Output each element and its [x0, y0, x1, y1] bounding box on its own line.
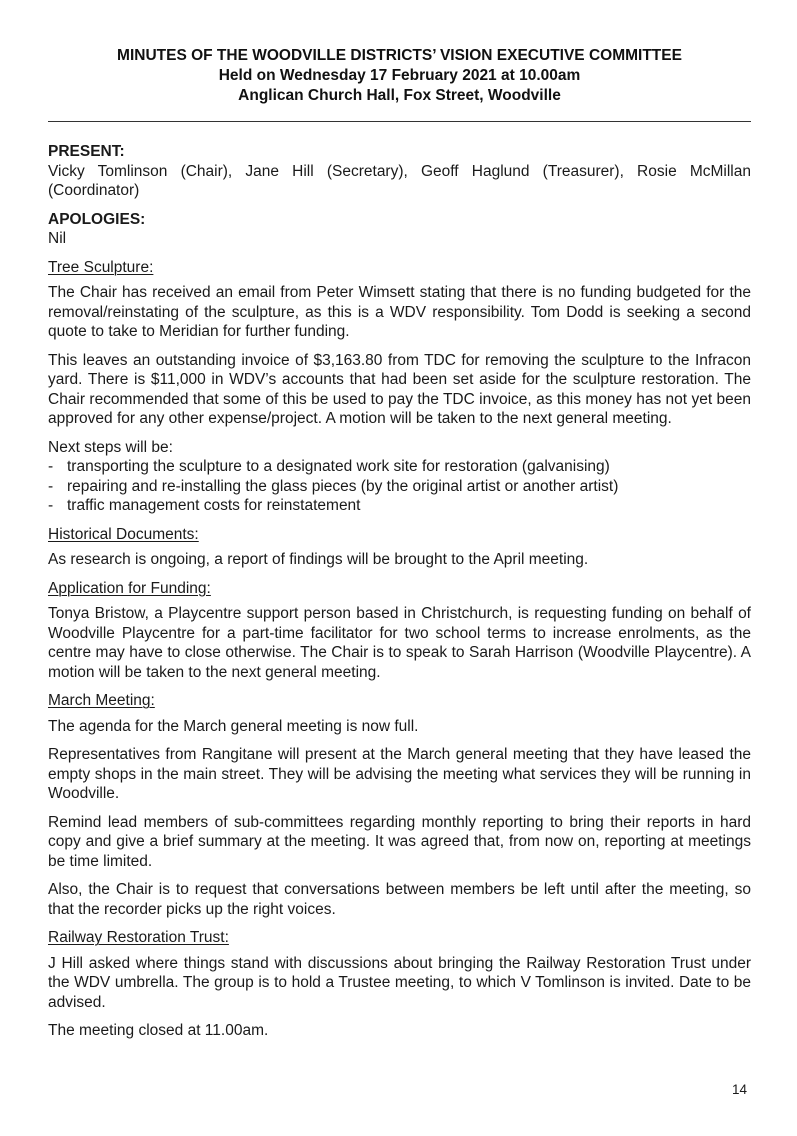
closing-section	[48, 1021, 751, 1041]
apologies-section	[48, 210, 751, 249]
minutes-page	[48, 46, 751, 1041]
header-divider	[48, 121, 751, 122]
tree-sculpture-section	[48, 258, 751, 516]
meeting-date: Held on Wednesday 17 February 2021 at 10.00am	[218, 67, 581, 84]
document-title: MINUTES OF THE WOODVILLE DISTRICTS’ VISION EXECUTIVE COMMITTEE	[117, 47, 682, 64]
march-meeting-paragraph-4: Also, the Chair is to request that conversations between members be left until after the meeting, so that the recorder picks up the right voices.	[48, 881, 751, 918]
list-item: - transporting the sculpture to a designated work site for restoration (galvanising)	[48, 457, 751, 477]
apologies-label: APOLOGIES:	[48, 210, 146, 228]
next-steps-list	[48, 457, 751, 516]
document-header	[48, 46, 751, 106]
march-meeting-heading: March Meeting:	[48, 692, 155, 709]
present-text: Vicky Tomlinson (Chair), Jane Hill (Secretary), Geoff Haglund (Treasurer), Rosie McMillan (Coordinator)	[48, 162, 751, 199]
tree-sculpture-paragraph-1: The Chair has received an email from Peter Wimsett stating that there is no funding budgeted for the removal/reinstating of the sculpture, as this is a WDV responsibility. Tom Dodd is seeking a second quote to take to Meridian for further funding.	[48, 284, 751, 340]
railway-restoration-trust-heading: Railway Restoration Trust:	[48, 929, 229, 946]
next-steps-intro: Next steps will be:	[48, 438, 173, 456]
historical-documents-heading: Historical Documents:	[48, 525, 199, 543]
historical-documents-section	[48, 525, 751, 570]
list-item: - traffic management costs for reinstatement	[48, 496, 751, 516]
march-meeting-paragraph-3: Remind lead members of sub-committees regarding monthly reporting to bring their reports in hard copy and give a brief summary at the meeting. It was agreed that, from now on, reporting at meetings be time limited.	[48, 813, 751, 870]
meeting-venue: Anglican Church Hall, Fox Street, Woodville	[238, 87, 561, 104]
tree-sculpture-paragraph-2: This leaves an outstanding invoice of $3,163.80 from TDC for removing the sculpture to the Infracon yard. There is $11,000 in WDV’s accounts that had been set aside for the sculpture restoration. The Chair recommended that some of this be used to pay the TDC invoice, as this money has not yet been approved for any other expense/project. A motion will be taken to the next general meeting.	[48, 351, 751, 427]
railway-restoration-trust-paragraph: J Hill asked where things stand with discussions about bringing the Railway Restoration Trust under the WDV umbrella. The group is to hold a Trustee meeting, to which V Tomlinson is invited. Date to be advised.	[48, 954, 751, 1011]
historical-documents-paragraph: As research is ongoing, a report of findings will be brought to the April meeting.	[48, 551, 589, 568]
march-meeting-paragraph-2: Representatives from Rangitane will present at the March general meeting that they have leased the empty shops in the main street. They will be advising the meeting what services they will be running in Woodville.	[48, 746, 751, 802]
present-label: PRESENT:	[48, 143, 125, 160]
meeting-closed-text: The meeting closed at 11.00am.	[48, 1022, 269, 1039]
application-for-funding-heading: Application for Funding:	[48, 579, 211, 597]
application-for-funding-paragraph: Tonya Bristow, a Playcentre support person based in Christchurch, is requesting funding on behalf of Woodville Playcentre for a part-time facilitator for two school terms to increase enrolments, as the centre may have to close otherwise. The Chair is to speak to Sarah Harrison (Woodville Playcentre). A motion will be taken to the next general meeting.	[48, 605, 751, 681]
list-item: - repairing and re-installing the glass pieces (by the original artist or another artist)	[48, 477, 751, 497]
page-number: 14	[731, 1082, 747, 1097]
apologies-text: Nil	[48, 230, 67, 247]
march-meeting-paragraph-1: The agenda for the March general meeting is now full.	[48, 717, 419, 735]
present-section	[48, 142, 751, 201]
application-for-funding-section	[48, 579, 751, 683]
tree-sculpture-heading: Tree Sculpture:	[48, 258, 154, 276]
march-meeting-section	[48, 691, 751, 919]
railway-restoration-trust-section	[48, 928, 751, 1012]
